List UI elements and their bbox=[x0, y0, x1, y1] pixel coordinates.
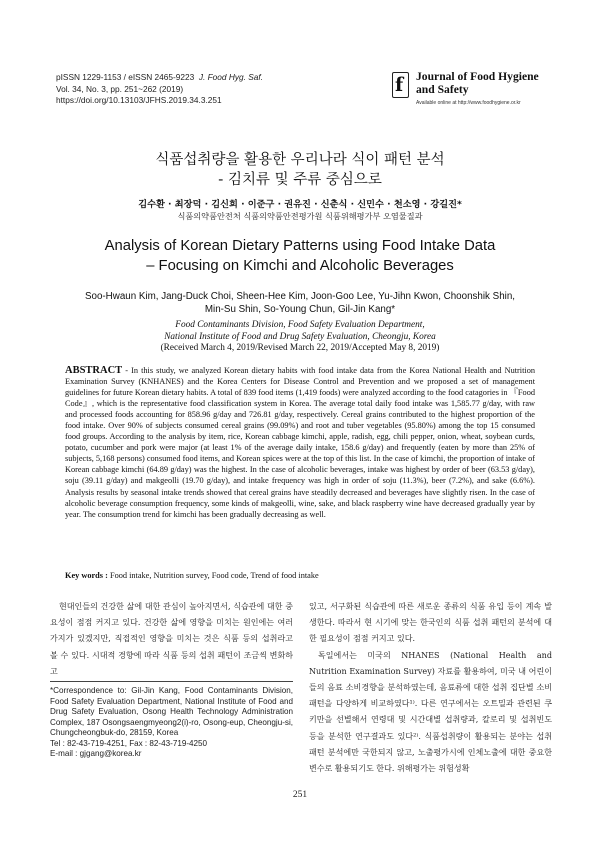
body-paragraph: 독일에서는 미국의 NHANES (National Health and Nutrition Examination Survey) 자료를 활용하여, 미국 내 어린이들의 음료 소비경향을 분석하였는데, 음료류에 대한 섭취 집단별 소비 패턴을 다양하게 비교하였다¹⁾. 다른 연구에서는 오트밀과 관련된 쿠키만을 선별해서 연령대 및 시간대별 섭취량과, 칼로리 및 섭취빈도 등을 분석한 연구결과도 있다²⁾. 식품섭취량이 활용되는 분야는 섭취패턴 분석에만 국한되지 않고, 노출평가시에 인체노출에 대한 중요한 변수로 활용되기도 한다. 위해평가는 위험성확 bbox=[309, 650, 552, 774]
body-column-right bbox=[309, 599, 552, 777]
keywords-text: Food intake, Nutrition survey, Food code, Trend of food intake bbox=[107, 571, 319, 580]
korean-authors: 김수환 · 최장덕 · 김신희 · 이준구 · 권유진 · 신춘식 · 신민수 · 천소영 · 강길진* bbox=[138, 199, 462, 210]
journal-logo bbox=[392, 70, 544, 110]
body-column-left bbox=[50, 599, 293, 680]
doi-link[interactable]: https://doi.org/10.13103/JFHS.2019.34.3.251 bbox=[56, 95, 222, 106]
korean-affiliation: 식품의약품안전처 식품의약품안전평가원 식품위해평가부 오염물질과 bbox=[177, 211, 423, 221]
keywords bbox=[65, 571, 535, 580]
english-affiliation: Food Contaminants Division, Food Safety Evaluation Department, National Institute of Food and Drug Safety Evaluation, Cheongju, Korea bbox=[164, 320, 436, 342]
journal-metadata bbox=[56, 72, 356, 107]
abstract-text: In this study, we analyzed Korean dietary habits with food intake data from the Korea National Health and Nutrition Examination Survey (KNHANES) and the Korea Centers for Disease Control and Prevention and we proposed a set of management guidelines for future Korean dietary habits. A total of 839 food items (1,419 foods) were analyzed according to the food catagories in 『Food Code』, which is the representative food classification system in Korea. The average total daily food intake was 1,585.77 g/day, with raw and processed foods accounting for 858.96 g/day and 726.81 g/day, respectively. Cereal grains contributed to the highest proportion of the food intake. Over 90% of subjects consumed cereal grains (99.09%) and root and tuber vegetables (95.80%) among the top 15 consumed food groups. According to the analysis by item, rice, Korean cabbage kimchi, apple, radish, egg, chili pepper, onion, wheat, soybean curds, potato, cucumber and pork were major (at least 1% of the average daily intake, 158.6 g/day) and frequently (eaten by more than 25% of subjects, 5,168 persons) consumed food items, and Korean spices were at the top of this list. In the case of kimchi, the proportion of intake of Korean cabbage kimchi (64.89 g/day) was the highest. In the case of alcoholic beverages, intake was highest by order of beer (63.53 g/day), soju (39.11 g/day) and makgeolli (19.70 g/day), and intake frequency was high in order of soju (11.3%), beer (7.2%), and sake (6.6%). Analysis results by seasonal intake trends showed that cereal grains have steadily decreased and beverages have slightly risen. In the case of alcoholic beverage consumption frequency, some kinds of makgeolli, wine, sake, and black raspberry wine have decreased gradually year by year. The consumption trend for kimchi has been gradually decreasing as well. bbox=[65, 366, 535, 519]
volume-issue: Vol. 34, No. 3, pp. 251~262 (2019) bbox=[56, 83, 184, 94]
journal-title: Journal of Food Hygiene and Safety bbox=[416, 70, 539, 96]
abstract: ABSTRACT - In this study, we analyzed Korean dietary habits with food intake data from the Korea National Health and Nutrition Examination Survey (KNHANES) and the Korea Centers for Disease Control and Prevention and we proposed a set of management guidelines for future Korean dietary habits. A total of 839 food items (1,419 foods) were analyzed according to the food catagories in 『Food Code』, which is the representative food classification system in Korea. The average total daily food intake was 1,585.77 g/day, with raw and processed foods accounting for 858.96 g/day and 726.81 g/day, respectively. Cereal grains contributed to the highest proportion of the food intake. Over 90% of subjects consumed cereal grains (99.09%) and root and tuber vegetables (95.80%) among the top 15 consumed food groups. According to the analysis by item, rice, Korean cabbage kimchi, apple, radish, egg, chili pepper, onion, wheat, soybean curds, potato, cucumber and pork were major (at least 1% of the average daily intake, 158.6 g/day) and frequently (eaten by more than 25% of subjects, 5,168 persons) consumed food items, and Korean spices were at the top of this list. In the case of kimchi, the proportion of intake of Korean cabbage kimchi (64.89 g/day) was the highest. In the case of alcoholic beverages, intake was highest by order of beer (63.53 g/day), soju (39.11 g/day) and makgeolli (19.70 g/day), and intake frequency was high in order of soju (11.3%), beer (7.2%), and sake (6.6%). Analysis results by seasonal intake trends showed that cereal grains have steadily decreased and beverages have slightly risen. In the case of alcoholic beverage consumption frequency, some kinds of makgeolli, wine, sake, and black raspberry wine have decreased gradually year by year. The consumption trend for kimchi has been gradually decreasing as well. bbox=[65, 365, 535, 519]
body-paragraph: 있고, 서구화된 식습관에 따른 새로운 종류의 식품 유입 등이 계속 발생한다. 따라서 현 시기에 맞는 한국인의 식품 섭취 패턴의 분석에 대한 필요성이 점점 커지고 있다. bbox=[309, 602, 552, 644]
journal-abbrev: J. Food Hyg. Saf. bbox=[198, 72, 263, 82]
page-number: 251 bbox=[292, 790, 308, 800]
abstract-heading: ABSTRACT bbox=[65, 365, 123, 376]
body-paragraph: 현대인들의 건강한 삶에 대한 관심이 높아지면서, 식습관에 대한 중요성이 점점 커지고 있다. 건강한 삶에 영향을 미치는 원인에는 여러 가지가 있겠지만, 직접적인 영향을 미치는 것은 식품 등의 섭취라고 볼 수 있다. 시대적 경향에 따라 식품 등의 섭취 패턴이 조금씩 변화하고 bbox=[50, 602, 293, 676]
korean-title: 식품섭취량을 활용한 우리나라 식이 패턴 분석 - 김치류 및 주류 중심으로 bbox=[155, 152, 445, 188]
correspondence-footnote bbox=[50, 686, 293, 760]
keywords-heading: Key words : bbox=[65, 571, 108, 580]
english-title: Analysis of Korean Dietary Patterns using Food Intake Data – Focusing on Kimchi and Alcoholic Beverages bbox=[104, 238, 496, 274]
journal-url[interactable]: Available online at http://www.foodhygiene.or.kr bbox=[416, 100, 521, 106]
english-authors: Soo-Hwaun Kim, Jang-Duck Choi, Sheen-Hee Kim, Joon-Goo Lee, Yu-Jihn Kwon, Choonshik Shin, Min-Su Shin, So-Young Chun, Gil-Jin Kang* bbox=[84, 291, 516, 315]
journal-logo-icon: f bbox=[392, 72, 409, 98]
received-dates: (Received March 4, 2019/Revised March 22, 2019/Accepted May 8, 2019) bbox=[160, 343, 440, 353]
footnote-email[interactable]: E-mail : gjgang@korea.kr bbox=[50, 749, 142, 758]
footnote-divider bbox=[50, 681, 293, 682]
footnote-phone: Tel : 82-43-719-4251, Fax : 82-43-719-4250 bbox=[50, 738, 208, 748]
issn: pISSN 1229-1153 / eISSN 2465-9223 bbox=[56, 72, 195, 82]
footnote-address: *Correspondence to: Gil-Jin Kang, Food Contaminants Division, Food Safety Evaluation Department, National Institute of Food and Drug Safety Evaluation, Osong Health Technology Administration Complex, 187 Osongsaengmyeong2(i)-ro, Osong-eup, Cheongju-si, Chungcheongbuk-do, 28159, Korea bbox=[50, 686, 293, 737]
